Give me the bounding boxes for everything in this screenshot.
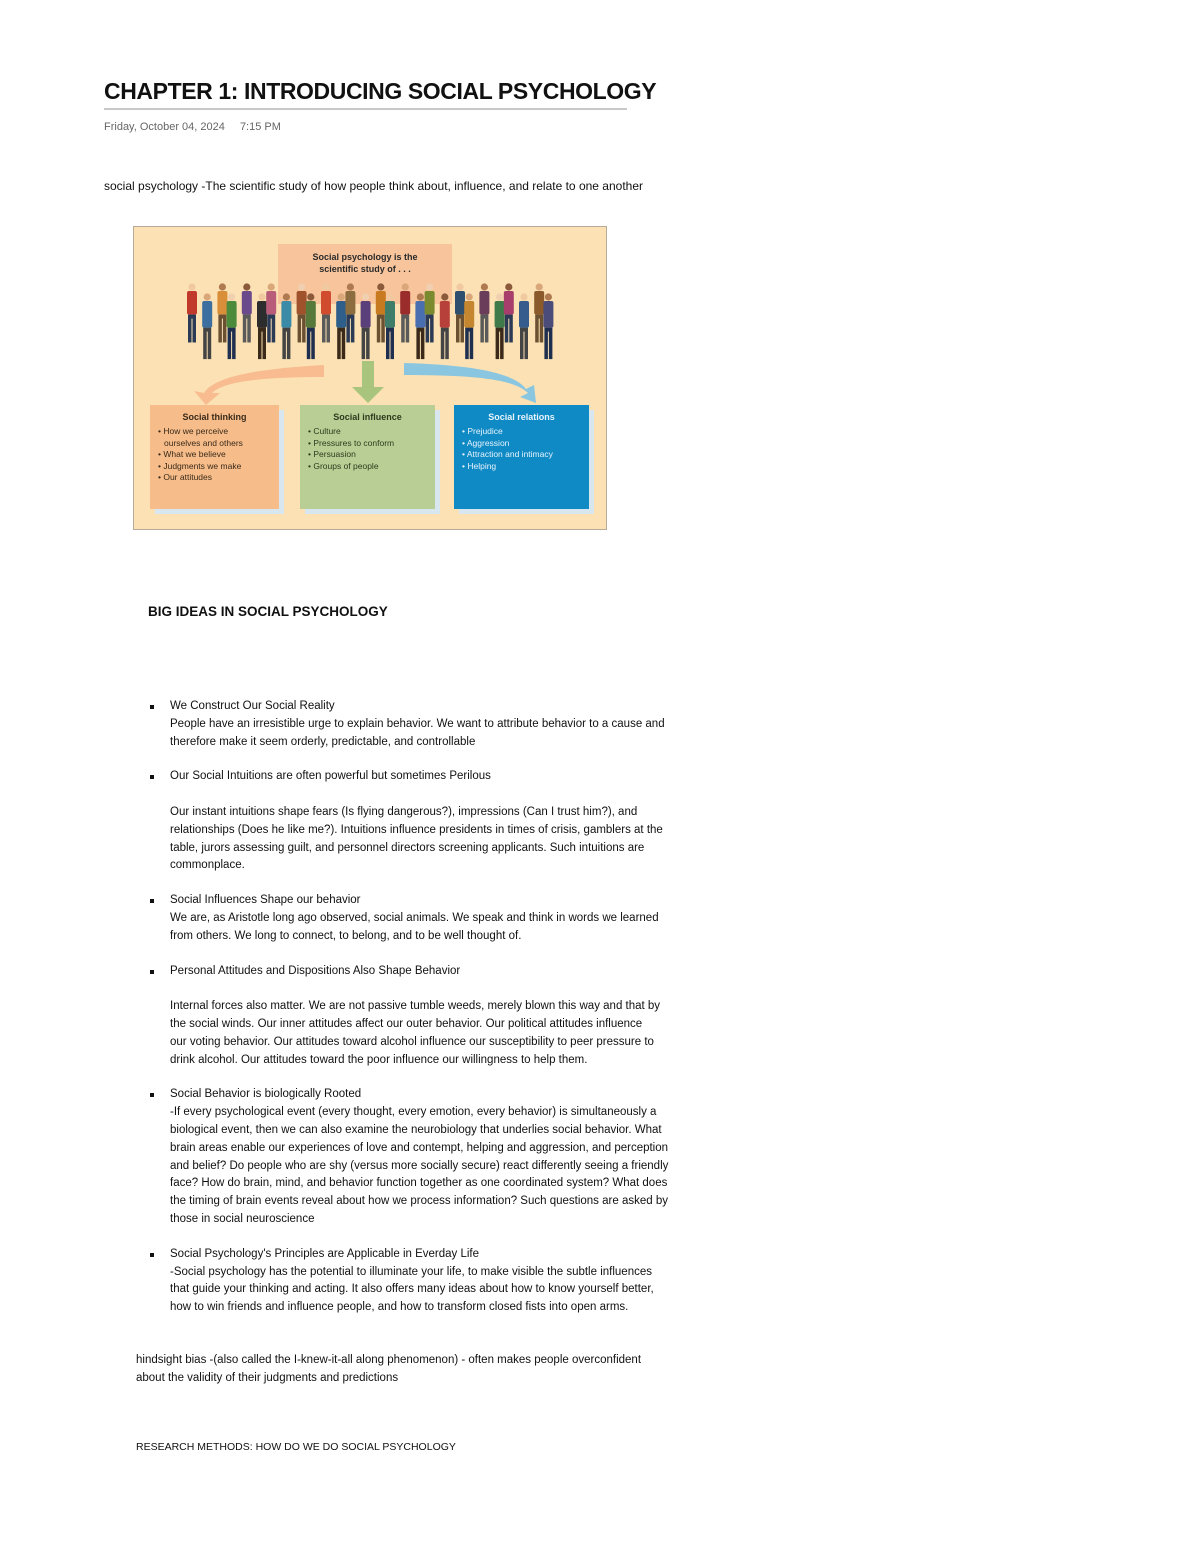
figure-header-line: Social psychology is the [312,252,418,262]
idea-line: Internal forces also matter. We are not passive tumble weeds, merely blown this way and that by [170,1000,661,1013]
box-item: • Judgments we make [158,460,242,471]
box-item: • Groups of people [308,460,379,471]
idea-line: that guide your thinking and acting. It also offers many ideas about how to know yourself better, [170,1283,654,1296]
idea-title: Social Influences Shape our behavior [170,894,361,907]
big-idea-item [150,1086,760,1228]
idea-line [170,980,760,998]
arrow-to-thinking [194,365,324,405]
flow-arrows [134,347,606,407]
figure-header-line: scientific study of . . . [319,264,411,274]
person-figure [187,283,197,344]
bullet-icon [150,1253,154,1257]
idea-title: Our Social Intuitions are often powerful but sometimes Perilous [170,770,491,783]
person-figure [400,283,410,344]
idea-line: brain areas enable our experiences of love and contempt, helping and aggression, and perception [170,1141,669,1154]
research-methods-heading: RESEARCH METHODS: HOW DO WE DO SOCIAL PSYCHOLOGY [136,1441,456,1453]
box-item: • Pressures to conform [308,437,395,448]
big-ideas-heading: BIG IDEAS IN SOCIAL PSYCHOLOGY [148,604,388,619]
hindsight-line: hindsight bias -(also called the I-knew-it-all along phenomenon) - often makes people overconfident [136,1354,642,1366]
arrow-to-influence [352,361,384,403]
box-social-relations [454,405,589,509]
box-item: • How we perceive [158,426,229,436]
arrow-to-relations [404,363,536,403]
idea-title: We Construct Our Social Reality [170,700,335,712]
person-figure [217,283,227,344]
hindsight-bias-text [136,1352,641,1388]
bullet-icon [150,705,154,709]
idea-line: People have an irresistible urge to explain behavior. We want to attribute behavior to a cause and [170,717,665,730]
box-title: Social relations [488,412,555,422]
person-figure [504,283,514,344]
social-psychology-figure [133,226,607,530]
idea-line: how to win friends and influence people, and how to transform closed fists into open arms. [170,1301,629,1314]
big-idea-item [150,768,760,875]
box-title: Social influence [333,412,402,422]
idea-line: our voting behavior. Our attitudes toward alcohol influence our susceptibility to peer pressure to [170,1035,654,1048]
box-social-thinking [150,405,279,509]
person-figure [297,283,307,344]
person-figure [455,283,465,344]
person-figure [242,283,252,344]
idea-line: and belief? Do people who are shy (versus more socially secure) react differently seeing a friendly [170,1159,669,1172]
idea-line: -Social psychology has the potential to illuminate your life, to make visible the subtle influences [170,1265,652,1278]
page-date [104,121,281,133]
time-text: 7:15 PM [239,121,281,133]
box-title: Social thinking [182,412,247,422]
box-item: • What we believe [158,449,226,459]
box-item: • Our attitudes [158,472,213,482]
idea-line: those in social neuroscience [170,1212,315,1225]
idea-line: relationships (Does he like me?). Intuitions influence presidents in times of crisis, gamblers at the [170,823,663,836]
idea-line: We are, as Aristotle long ago observed, social animals. We speak and think in words we learned [170,911,659,924]
person-figure [479,283,489,344]
idea-line [170,786,760,804]
box-social-influence [300,405,435,509]
person-figure [321,283,331,344]
idea-line: face? How do brain, mind, and behavior function together as one coordinated system? What does [170,1177,668,1190]
definition-text: social psychology -The scientific study of how people think about, influence, and relate to one another [104,179,643,193]
idea-line: drink alcohol. Our attitudes toward the poor influence our willingness to help them. [170,1053,588,1066]
title-underline [104,108,627,110]
idea-line: table, jurors assessing guilt, and personnel directors screening applicants. Such intuitions are [170,841,645,854]
idea-line: the social winds. Our inner attitudes affect our outer behavior. Our political attitudes influence [170,1017,643,1030]
bullet-icon [150,970,154,974]
big-idea-item [150,892,760,945]
bullet-icon [150,1093,154,1097]
person-figure [534,283,544,344]
big-idea-item [150,963,760,1070]
person-figure [266,283,276,344]
idea-line: biological event, then we can also examine the neurobiology that underlies social behavior. What [170,1123,662,1136]
big-idea-item [150,698,760,751]
date-text: Friday, October 04, 2024 [104,121,225,133]
box-item: • Helping [462,460,497,471]
bullet-icon [150,775,154,779]
idea-line: -If every psychological event (every thought, every emotion, every behavior) is simultaneously a [170,1106,657,1119]
person-figure [376,283,386,344]
bullet-icon [150,899,154,903]
box-item: • Prejudice [462,426,503,436]
box-item: • Attraction and intimacy [462,449,553,459]
person-figure [345,283,355,344]
box-item: • Aggression [462,437,510,448]
idea-title: Personal Attitudes and Dispositions Also Shape Behavior [170,964,461,977]
idea-title: Social Psychology's Principles are Applicable in Everday Life [170,1247,480,1260]
idea-line: Our instant intuitions shape fears (Is flying dangerous?), impressions (Can I trust him?), and [170,805,638,818]
big-idea-item [150,1246,760,1317]
idea-line: therefore make it seem orderly, predictable, and controllable [170,735,476,748]
box-item: • Culture [308,426,341,436]
idea-line: commonplace. [170,859,245,872]
box-item: • Persuasion [308,449,356,459]
idea-line: the timing of brain events reveal about how we process information? Such questions are asked by [170,1195,668,1208]
person-figure [425,283,435,344]
idea-title: Social Behavior is biologically Rooted [170,1088,362,1101]
big-ideas-list [150,698,760,1317]
idea-line: from others. We long to connect, to belong, and to be well thought of. [170,929,522,942]
hindsight-line: about the validity of their judgments and predictions [136,1371,399,1384]
page-title: CHAPTER 1: INTRODUCING SOCIAL PSYCHOLOGY [104,78,657,104]
box-item: ourselves and others [164,437,243,448]
